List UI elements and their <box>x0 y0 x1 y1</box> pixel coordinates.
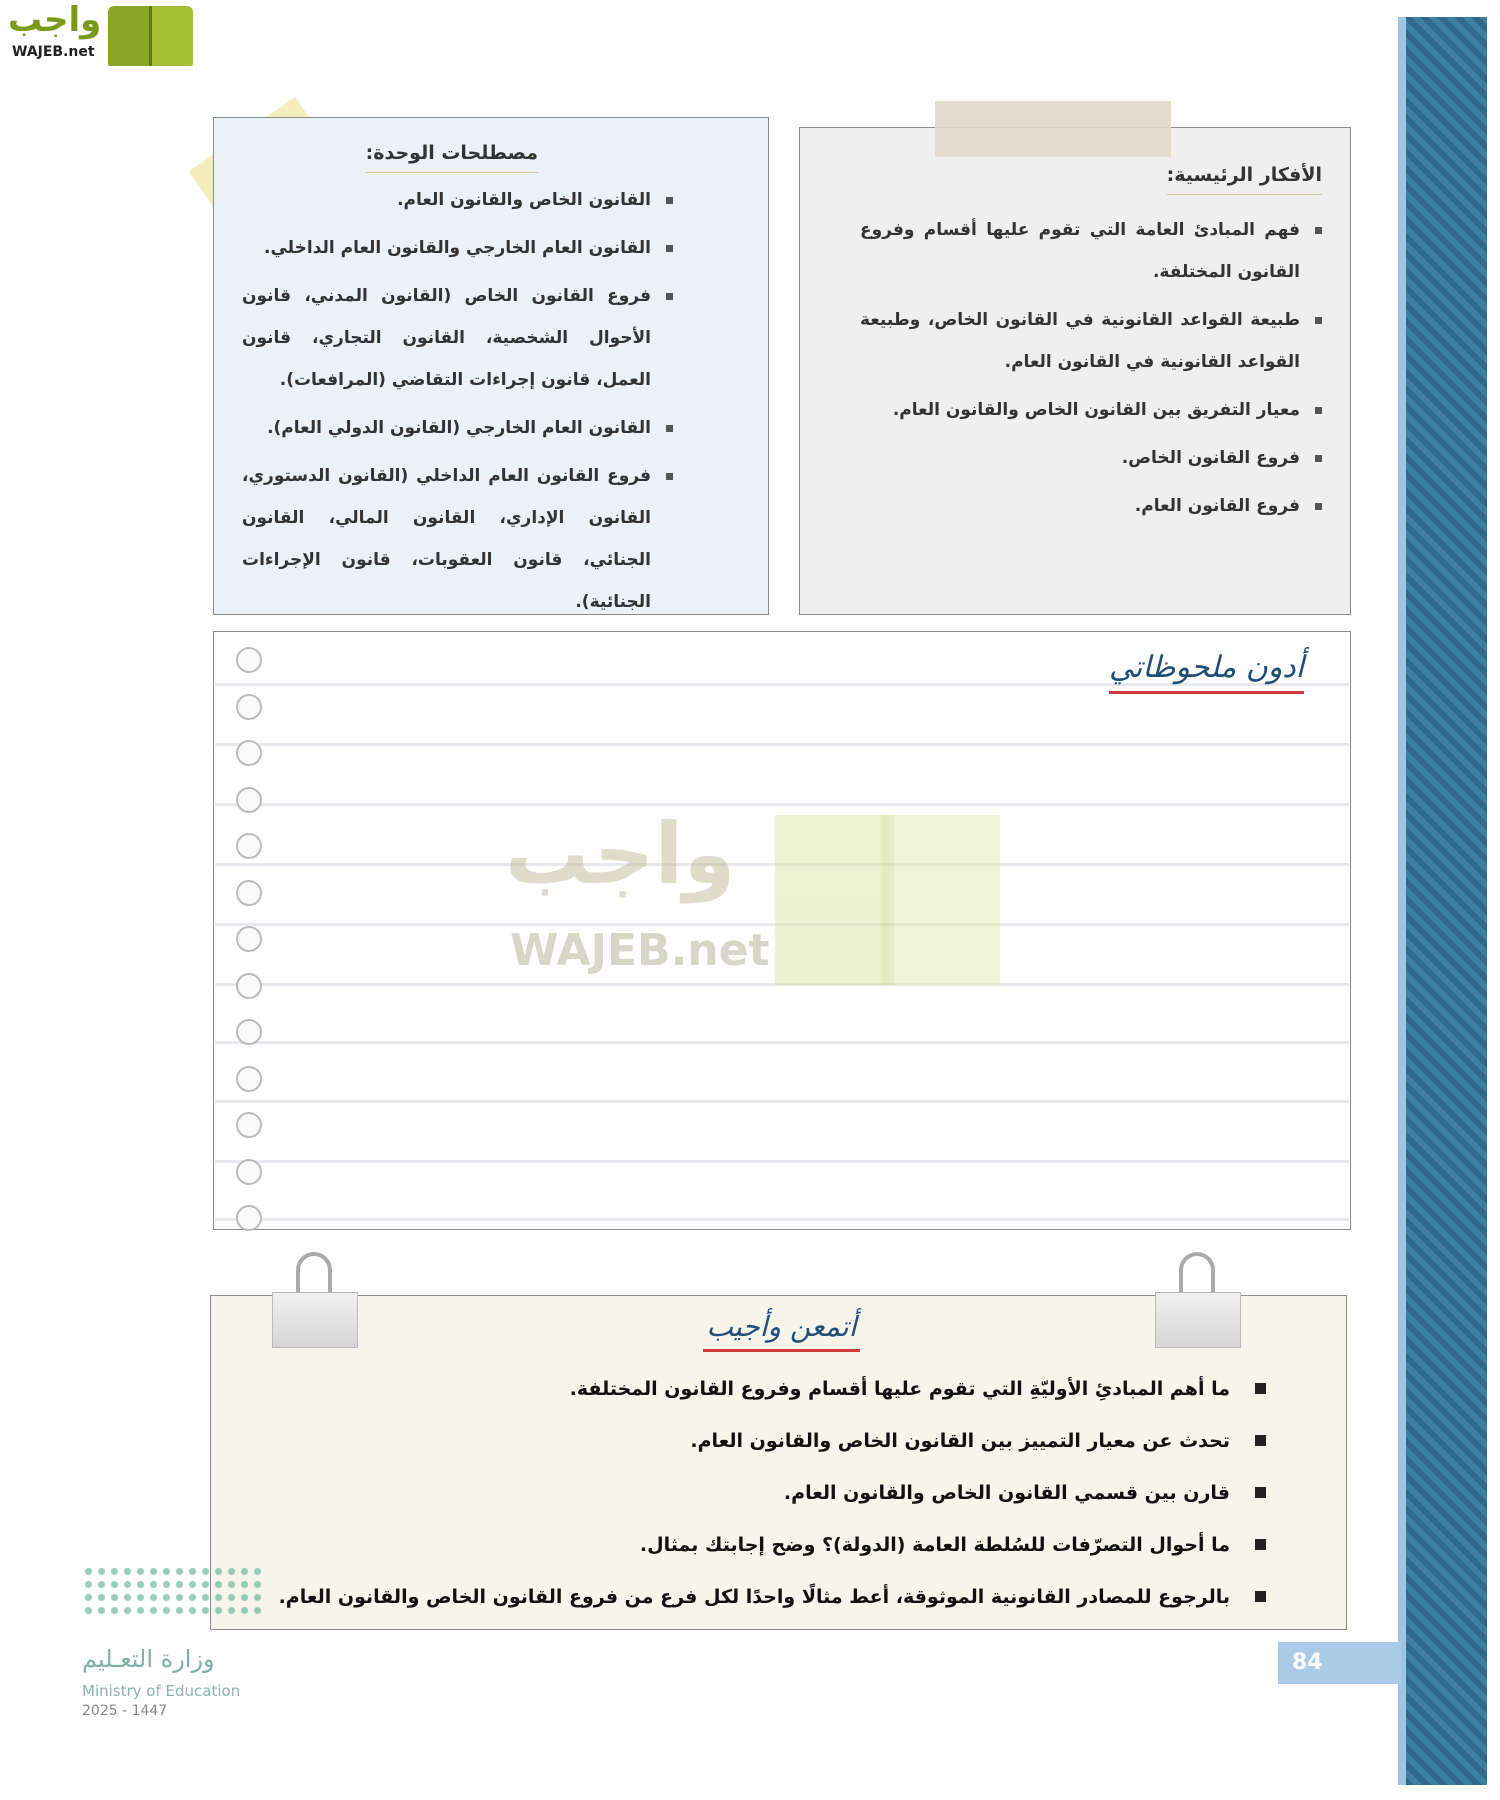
wajeb-logo <box>8 0 193 68</box>
ring-hole <box>236 926 262 952</box>
list-item: فروع القانون العام الداخلي (القانون الدستوري، القانون الإداري، القانون المالي، القانون الجنائي، قانون العقوبات، قانون الإجراءات الجنائية). <box>242 455 673 623</box>
ring-hole <box>236 647 262 673</box>
ministry-logo <box>82 1565 272 1725</box>
watermark <box>505 805 1000 987</box>
question-item: تحدث عن معيار التمييز بين القانون الخاص والقانون العام. <box>231 1418 1266 1464</box>
terms-title: مصطلحات الوحدة: <box>366 142 538 173</box>
tape-decoration <box>935 101 1171 157</box>
list-item: فروع القانون العام. <box>860 485 1322 527</box>
main-ideas-box <box>799 127 1351 615</box>
list-item: فروع القانون الخاص. <box>860 437 1322 479</box>
ring-hole <box>236 787 262 813</box>
binder-clip-icon <box>1155 1252 1241 1352</box>
ring-hole <box>236 973 262 999</box>
question-item: قارن بين قسمي القانون الخاص والقانون العام. <box>231 1470 1266 1516</box>
unit-terms-box <box>213 117 769 615</box>
ministry-dots-icon <box>82 1565 267 1620</box>
ring-hole <box>236 740 262 766</box>
ministry-year: 2025 - 1447 <box>82 1703 168 1719</box>
questions-list <box>231 1366 1266 1620</box>
ideas-list <box>860 209 1322 527</box>
list-item: القانون العام الخارجي والقانون العام الداخلي. <box>242 227 673 269</box>
book-icon <box>108 6 193 66</box>
question-item: بالرجوع للمصادر القانونية الموثوقة، أعط مثالًا واحدًا لكل فرع من فروع القانون الخاص والقانون العام. <box>231 1574 1266 1620</box>
list-item: معيار التفريق بين القانون الخاص والقانون العام. <box>860 389 1322 431</box>
watermark-latin: WAJEB.net <box>510 925 770 976</box>
notes-title: أدون ملحوظاتي <box>1109 650 1304 694</box>
book-icon <box>775 815 1000 985</box>
ring-hole <box>236 694 262 720</box>
ring-hole <box>236 1112 262 1138</box>
ideas-title: الأفكار الرئيسية: <box>1167 164 1322 195</box>
decorative-side-strip <box>1398 17 1487 1785</box>
watermark-arabic: واجب <box>505 805 736 903</box>
question-item: ما أحوال التصرّفات للسُلطة العامة (الدولة)؟ وضح إجابتك بمثال. <box>231 1522 1266 1568</box>
list-item: القانون العام الخارجي (القانون الدولي العام). <box>242 407 673 449</box>
ring-hole <box>236 880 262 906</box>
questions-title: أتمعن وأجيب <box>703 1310 860 1352</box>
logo-arabic: واجب <box>8 0 102 40</box>
list-item: طبيعة القواعد القانونية في القانون الخاص، وطبيعة القواعد القانونية في القانون العام. <box>860 299 1322 383</box>
ring-hole <box>236 1019 262 1045</box>
list-item: فروع القانون الخاص (القانون المدني، قانون الأحوال الشخصية، القانون التجاري، قانون العمل، قانون إجراءات التقاضي (المرافعات). <box>242 275 673 401</box>
ring-hole <box>236 1159 262 1185</box>
page-number-text: 84 <box>1292 1650 1323 1675</box>
list-item: القانون الخاص والقانون العام. <box>242 179 673 221</box>
ministry-english: Ministry of Education <box>82 1682 241 1700</box>
question-item: ما أهم المبادئِ الأوليّةِ التي تقوم عليها أقسام وفروع القانون المختلفة. <box>231 1366 1266 1412</box>
list-item: فهم المبادئ العامة التي تقوم عليها أقسام وفروع القانون المختلفة. <box>860 209 1322 293</box>
binder-clip-icon <box>272 1252 358 1352</box>
logo-latin: WAJEB.net <box>12 44 95 60</box>
terms-list <box>242 179 673 623</box>
page-number <box>1278 1642 1401 1684</box>
ring-hole <box>236 1066 262 1092</box>
ring-hole <box>236 1205 262 1231</box>
ministry-arabic: وزارة التعـليم <box>82 1645 215 1673</box>
ring-hole <box>236 833 262 859</box>
